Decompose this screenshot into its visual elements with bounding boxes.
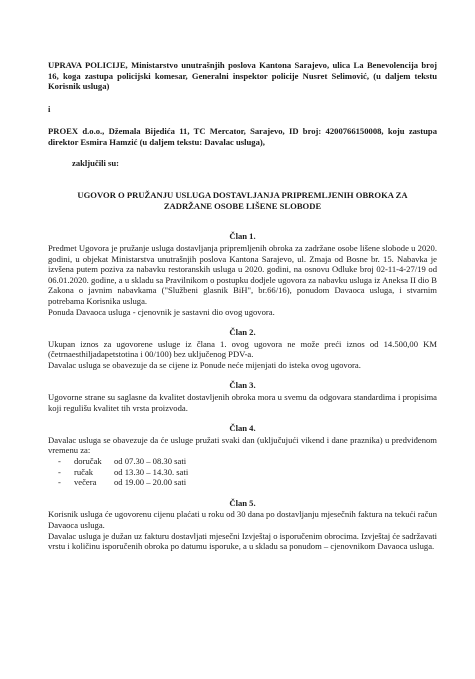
article-2-paragraph: Davalac usluga se obavezuje da se cijene iz Ponude neće mijenjati do isteka ovog ugovora. bbox=[48, 359, 361, 370]
article-5-paragraph: Korisnik usluga će ugovorenu cijenu plaćati u roku od 30 dana po dostavljanju mjesečnih faktura na tekući račun Davaoca usluga. bbox=[48, 509, 437, 530]
party-police-administration: UPRAVA POLICIJE, Ministarstvo unutrašnjih poslova Kantona Sarajevo, ulica La Benevolencija broj 16, koga zastupa policijski komesar, Generalni inspektor policije Nusret Selimović, (u daljem tekstu Korisnik usluga) bbox=[48, 60, 437, 92]
article-4-heading: Član 4. bbox=[229, 423, 256, 434]
meal-time: od 13.30 – 14.30. sati bbox=[114, 466, 189, 477]
list-item bbox=[58, 456, 437, 467]
article-5-paragraph: Davalac usluga je dužan uz fakturu dostavljati mjesečni Izvještaj o isporučenim obrocima. Izvještaj će sadržavati vrstu i količinu isporučenih obroka po datumu isporuke, a u skladu sa ponudom – cjenovnikom Davaoca usluga. bbox=[48, 530, 437, 552]
list-dash: - bbox=[58, 466, 61, 477]
article-1-heading: Član 1. bbox=[229, 231, 256, 242]
meal-name: večera bbox=[74, 477, 97, 488]
list-item bbox=[58, 477, 437, 488]
list-item bbox=[58, 467, 437, 478]
article-3-heading: Član 3. bbox=[229, 380, 256, 391]
meal-name: ručak bbox=[74, 466, 94, 477]
meal-name: doručak bbox=[74, 456, 102, 467]
article-1-paragraph: Predmet Ugovora je pružanje usluga dostavljanja pripremljenih obroka za zadržane osobe lišene slobode u 2020. godini, u objekat Ministarstva unutrašnjih poslova Kantona Sarajevo, ul. Zmaja od Bosne br. 15. Nabavka je izvšena putem poziva za nabavku restoranskih usluga u 2020. godini, na osnovu Odluke broj 02-11-4-27/19 od 06.01.2020. godine, a u skladu sa Pravilnikom o postupku dodjele ugovora za nabavku usluga iz Aneksa II dio B Zakona o javnim nabavkama ("Službeni glasnik BiH", br.66/16), ponudom Davaoca usluga, i stvarnim potrebama Korisnika usluga. bbox=[48, 242, 437, 306]
meal-time: od 07.30 – 08.30 sati bbox=[114, 456, 187, 467]
meal-time: od 19.00 – 20.00 sati bbox=[114, 477, 187, 488]
article-2-heading: Član 2. bbox=[229, 327, 256, 338]
article-3-paragraph: Ugovorne strane su saglasne da kvalitet dostavljenih obroka mora u svemu da odgovara standardima i propisima koji regulišu kvalitet tih vrsta proizvoda. bbox=[48, 392, 437, 413]
meal-schedule-list bbox=[48, 456, 437, 488]
conjunction-and: i bbox=[48, 103, 51, 114]
article-2-paragraph: Ukupan iznos za ugovorene usluge iz člana 1. ovog ugovora ne može preći iznos od 14.500,00 KM (četrnaesthiljadapetstotina i 00/100) bez uključenog PDV-a. bbox=[48, 338, 437, 360]
article-5-heading: Član 5. bbox=[229, 497, 256, 508]
list-dash: - bbox=[58, 456, 61, 467]
party-proex: PROEX d.o.o., Džemala Bijedića 11, TC Mercator, Sarajevo, ID broj: 4200766150008, koju zastupa direktor Esmira Hamzić (u daljem tekstu: Davalac usluga), bbox=[48, 126, 437, 147]
concluded-text: zaključili su: bbox=[72, 157, 120, 168]
contract-title: UGOVOR O PRUŽANJU USLUGA DOSTAVLJANJA PRIPREMLJENIH OBROKA ZA ZADRŽANE OSOBE LIŠENE SLOBODE bbox=[77, 190, 408, 211]
list-dash: - bbox=[58, 477, 61, 488]
article-4-paragraph: Davalac usluga se obavezuje da će usluge pružati svaki dan (uključujući vikend i dane praznika) u predviđenom vremenu za: bbox=[48, 434, 437, 456]
article-1-paragraph: Ponuda Davaoca usluga - cjenovnik je sastavni dio ovog ugovora. bbox=[48, 306, 275, 317]
